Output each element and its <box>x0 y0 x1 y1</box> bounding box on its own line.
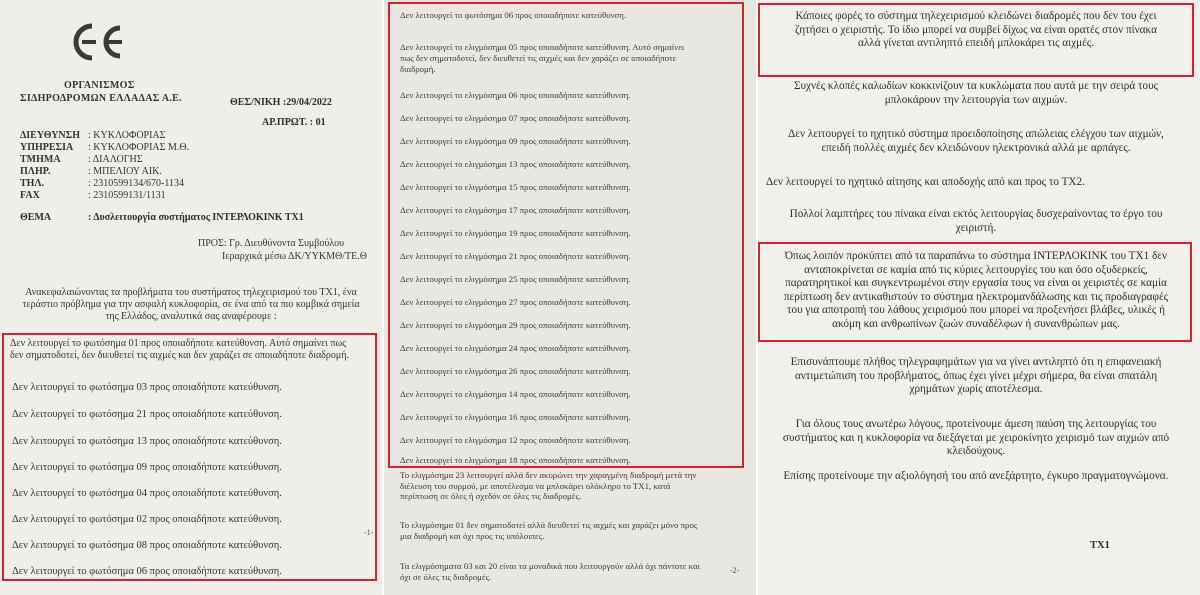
paragraph-line: επειδή πολλές αιχμές δεν κλειδώνουν ηλεκτρονικά αλλά με αρπάγες. <box>821 141 1131 154</box>
document-date: ΘΕΣ/ΝΙΚΗ :29/04/2022 <box>230 97 332 108</box>
subject-value: : Δυσλειτουργία συστήματος ΙΝΤΕΡΛΟΚΙΝΚ ΤΧ1 <box>88 212 304 223</box>
paragraph-line: του για αποτροπή του λάθους χειρισμού που μπορεί να προξενήσει βλάβες, υλικές ή <box>787 304 1165 316</box>
paragraph-signal-23 <box>400 470 750 502</box>
signature: ΤΧ1 <box>1090 540 1110 551</box>
list-item: Δεν λειτουργεί το ελιγμόσημα 18 προς οποιαδήποτε κατεύθυνση. <box>400 455 631 465</box>
info-label: FAX <box>20 190 40 201</box>
paragraph-line: Συχνές κλοπές καλωδίων κοκκινίζουν τα κυκλώματα που αυτά με την σειρά τους <box>793 80 1159 92</box>
list-item: Δεν λειτουργεί το ελιγμόσημα 17 προς οποιαδήποτε κατεύθυνση. <box>400 205 631 215</box>
paragraph-signal-01 <box>400 520 750 541</box>
paragraph-line: περίπτωση σε όλες ή σχεδόν σε όλες τις διαδρομές. <box>400 491 582 501</box>
paragraph-telegrams <box>760 356 1192 397</box>
info-label: ΥΠΗΡΕΣΙΑ <box>20 142 74 153</box>
document-page-3 <box>758 0 1200 595</box>
protocol-number: ΑΡ.ΠΡΩΤ. : 01 <box>262 117 326 128</box>
subject-label: ΘΕΜΑ <box>20 212 52 223</box>
page-number: -2- <box>730 566 740 575</box>
paragraph-line: Πολλοί λαμπτήρες του πίνακα είναι εκτός λειτουργίας δυσχεραίνοντας το έργο του <box>789 208 1163 220</box>
paragraph-line: Κάποιες φορές το σύστημα τηλεχειρισμού κλειδώνει διαδρομές που δεν του έχει <box>795 10 1157 22</box>
list-item: Δεν λειτουργεί το ελιγμόσημα 14 προς οποιαδήποτε κατεύθυνση. <box>400 389 631 399</box>
paragraph-line: μια διαδρομή και όχι προς τις υπόλοιπες. <box>400 530 545 541</box>
paragraph-line: όχι σε όλες τις διαδρομές. <box>400 571 492 582</box>
list-item: Δεν λειτουργεί το ελιγμόσημα 25 προς οποιαδήποτε κατεύθυνση. <box>400 274 631 284</box>
list-item: Δεν λειτουργεί το ελιγμόσημα 07 προς οποιαδήποτε κατεύθυνση. <box>400 113 631 123</box>
info-value: : 2310599134/670-1134 <box>88 178 185 189</box>
info-value: : ΚΥΚΛΟΦΟΡΙΑΣ <box>88 130 166 141</box>
intro-line: της Ελλάδος, αναλυτικά σας αναφέρουμε : <box>105 311 277 322</box>
list-item: Δεν λειτουργεί το ελιγμόσημα 29 προς οποιαδήποτε κατεύθυνση. <box>400 320 631 330</box>
info-value: : ΚΥΚΛΟΦΟΡΙΑΣ Μ.Θ. <box>88 142 190 153</box>
paragraph-line: ανταποκρίνεται σε καμία από τις κύριες λειτουργίες του και όσο οξυδερκείς, <box>804 263 1148 276</box>
list-item: Δεν λειτουργεί το ελιγμόσημα 15 προς οποιαδήποτε κατεύθυνση. <box>400 182 631 192</box>
list-item: Δεν λειτουργεί το ελιγμόσημα 19 προς οποιαδήποτε κατεύθυνση. <box>400 228 631 238</box>
info-label: ΠΛΗΡ. <box>20 166 51 177</box>
paragraph-line: κλειδούχους. <box>946 445 1006 457</box>
info-label: ΤΜΗΜΑ <box>20 154 61 165</box>
list-item: Δεν λειτουργεί το φωτόσημα 04 προς οποιαδήποτε κατεύθυνση. <box>12 488 282 499</box>
list-item: Δεν λειτουργεί το φωτόσημα 09 προς οποιαδήποτε κατεύθυνση. <box>12 462 282 473</box>
list-item: Δεν λειτουργεί το ελιγμόσημα 12 προς οποιαδήποτε κατεύθυνση. <box>400 435 631 445</box>
list-item: Δεν λειτουργεί το ελιγμόσημα 27 προς οποιαδήποτε κατεύθυνση. <box>400 297 631 307</box>
paragraph-line: παρατηρητικοί και συγκεντρωμένοι στην εργασία τους να είναι οι χειριστές σε καμία <box>785 277 1167 289</box>
info-value: : ΜΠΕΛΙΟΥ ΑΙΚ. <box>88 166 162 177</box>
paragraph-line: συστήματος και η κυκλοφορία να διεξάγεται με χειροκίνητο χειρισμό των αιχμών από <box>782 431 1170 444</box>
list-item: Δεν λειτουργεί το ελιγμόσημα 26 προς οποιαδήποτε κατεύθυνση. <box>400 366 631 376</box>
paragraph-line: χρημάτων χωρίς αποτέλεσμα. <box>909 383 1043 395</box>
intro-line: Ανακεφαλαιώνοντας τα προβλήματα του συστήματος τηλεχειρισμού του ΤΧ1, ένα <box>25 287 357 298</box>
list-item: Δεν λειτουργεί το ελιγμόσημα 21 προς οποιαδήποτε κατεύθυνση. <box>400 251 631 261</box>
list-item: Δεν λειτουργεί το ελιγμόσημα 24 προς οποιαδήποτε κατεύθυνση. <box>400 343 631 353</box>
paragraph-warning-system <box>760 128 1192 155</box>
paragraph-proposal <box>760 418 1192 459</box>
list-item: Δεν λειτουργεί το ελιγμόσημα 16 προς οποιαδήποτε κατεύθυνση. <box>400 412 631 422</box>
paragraph-signals-03-20 <box>400 561 750 582</box>
list-item: Δεν λειτουργεί το φωτόσημα 08 προς οποιαδήποτε κατεύθυνση. <box>12 540 282 551</box>
paragraph-cable-theft <box>760 80 1192 107</box>
info-label: ΔΙΕΥΘΥΝΣΗ <box>20 130 80 141</box>
paragraph-conclusion <box>762 250 1190 331</box>
org-name-line1: ΟΡΓΑΝΙΣΜΟΣ <box>64 80 135 91</box>
paragraph-line: Για όλους τους ανωτέρω λόγους, προτείνουμε άμεση παύση της λειτουργίας του <box>795 418 1157 430</box>
paragraph-line: Επισυνάπτουμε πλήθος τηλεγραφημάτων για να γίνει αντιληπτό ότι η επιφανειακή <box>790 356 1162 368</box>
list-item: Δεν λειτουργεί το ελιγμόσημα 09 προς οποιαδήποτε κατεύθυνση. <box>400 136 631 146</box>
list-item: Δεν λειτουργεί το φωτόσημα 02 προς οποιαδήποτε κατεύθυνση. <box>12 514 282 525</box>
list-item: Δεν λειτουργεί το ελιγμόσημα 06 προς οποιαδήποτε κατεύθυνση. <box>400 90 631 100</box>
paragraph-lamps <box>760 208 1192 235</box>
list-item: Δεν λειτουργεί το φωτόσημα 03 προς οποιαδήποτε κατεύθυνση. <box>12 382 282 393</box>
paragraph-line: ακόμη και ανθρωπίνων ζωών συναδέλφων ή συνανθρώπων μας. <box>832 317 1120 330</box>
list-item: δεν σηματοδοτεί, δεν διευθετεί τις αιχμές και δεν χαράζει σε οποιαδήποτε διαδρομή. <box>10 350 349 361</box>
info-label: ΤΗΛ. <box>20 178 45 189</box>
paragraph-line: αλλά γίνεται αντιληπτό επειδή μπλοκάρει τις αιχμές. <box>858 37 1094 49</box>
paragraph-line: αντιμετώπιση του προβλήματος, όπως έχει γίνει μέχρι σήμερα, θα είναι σπατάλη <box>794 369 1158 382</box>
list-item: Δεν λειτουργεί το ελιγμόσημα 05 προς οποιαδήποτε κατεύθυνση. Αυτό σημαίνει <box>400 42 685 52</box>
list-item: Δεν λειτουργεί το φωτόσημα 13 προς οποιαδήποτε κατεύθυνση. <box>12 436 282 447</box>
list-item: Δεν λειτουργεί το ελιγμόσημα 13 προς οποιαδήποτε κατεύθυνση. <box>400 159 631 169</box>
page-number: -1- <box>364 528 374 537</box>
paragraph-line: Το ελιγμόσημα 01 δεν σηματοδοτεί αλλά διευθετεί τις αιχμές και χαράζει μόνο προς <box>400 520 698 530</box>
recipient-line1: ΠΡΟΣ: Γρ. Διευθύνοντα Συμβούλου <box>198 238 345 249</box>
list-item: Δεν λειτουργεί το φωτόσημα 01 προς οποιαδήποτε κατεύθυνση. Αυτό σημαίνει πως <box>10 338 347 349</box>
list-item: διαδρομή. <box>400 64 436 74</box>
intro-line: τεράστιο πρόβλημα για την ασφαλή κυκλοφορία, σε ένα από τα πιο κομβικά σημεία <box>22 299 360 310</box>
paragraph-evaluation: Επίσης προτείνουμε την αξιολόγησή του από ανεξάρτητο, έγκυρο πραγματογνώμονα. <box>783 470 1169 482</box>
paragraph-line: περίπτωση δεν αντικαθιστούν το σύστημα ηλεκτρομανδάλωσης και τις προδιαγραφές <box>783 290 1169 303</box>
paragraph-line: Όπως λοιπόν προκύπτει από τα παραπάνω το σύστημα ΙΝΤΕΡΛΟΚΙΝΚ του ΤΧ1 δεν <box>784 250 1168 262</box>
intro-paragraph <box>0 287 382 323</box>
paragraph-line: Τα ελιγμόσηματα 03 και 20 είναι τα μοναδικά που λειτουργούν αλλά όχι πάντοτε και <box>400 561 701 571</box>
info-value: : ΔΙΑΛΟΓΗΣ <box>88 154 143 165</box>
paragraph-line: μπλοκάρουν την λειτουργία των αιχμών. <box>884 93 1068 106</box>
list-item: Δεν λειτουργεί το φωτόσημα 21 προς οποιαδήποτε κατεύθυνση. <box>12 409 282 420</box>
list-item: Δεν λειτουργεί το φωτόσημα 06 προς οποιαδήποτε κατεύθυνση. <box>400 10 627 20</box>
recipient-line2: Ιεραρχικά μέσω ΔΚ/ΥΥΚΜΘ/ΤΕ.Θ <box>222 251 367 262</box>
paragraph-route-locking <box>760 10 1192 51</box>
paragraph-tx2-audio: Δεν λειτουργεί το ηχητικό αίτησης και αποδοχής από και προς το ΤΧ2. <box>766 176 1085 188</box>
document-page-2 <box>384 0 756 595</box>
paragraph-line: χειριστή. <box>955 221 997 234</box>
list-item: Δεν λειτουργεί το φωτόσημα 06 προς οποιαδήποτε κατεύθυνση. <box>12 566 282 577</box>
org-name-line2: ΣΙΔΗΡΟΔΡΟΜΩΝ ΕΛΛΑΔΑΣ Α.Ε. <box>20 93 182 104</box>
info-value: : 2310599131/1131 <box>88 190 166 201</box>
paragraph-line: ζητήσει ο χειριστής. Το ίδιο μπορεί να συμβεί δίχως να είναι ορατές στον πίνακα <box>795 23 1157 36</box>
paragraph-line: διέλευση του συρμού, με αποτέλεσμα να μπλοκάρει ολόκληρο το ΤΧ1, κατά <box>400 480 671 491</box>
ose-logo-icon <box>62 18 128 66</box>
paragraph-line: Δεν λειτουργεί το ηχητικό σύστημα προειδοποίησης απώλειας ελέγχου των αιχμών, <box>788 128 1164 140</box>
list-item: πως δεν σηματοδοτεί, δεν διευθετεί τις αιχμές και δεν χαράζει σε οποιαδήποτε <box>400 53 677 63</box>
paragraph-line: Το ελιγμόσημα 23 λειτουργεί αλλά δεν ακυρώνει την χαραγμένη διαδρομή μετά την <box>400 470 697 480</box>
document-page-1 <box>0 0 382 595</box>
